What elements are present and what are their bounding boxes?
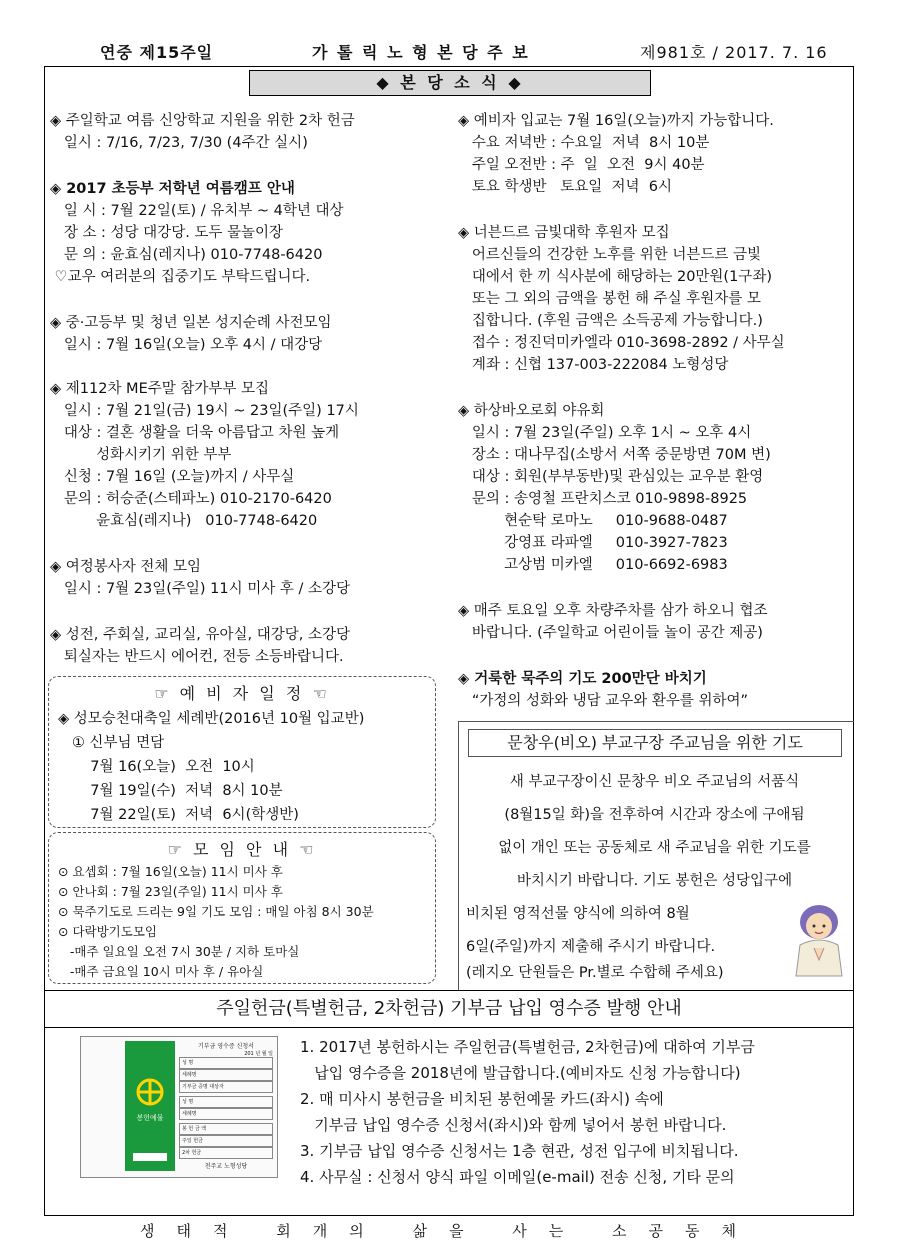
- notice-line: ◈ 제112차 ME주말 참가부부 모집: [50, 381, 270, 397]
- receipt-notice-title: 주일헌금(특별헌금, 2차헌금) 기부금 납입 영수증 발행 안내: [44, 990, 854, 1028]
- bulletin-title: 가 톨 릭 노 형 본 당 주 보: [312, 43, 530, 62]
- notice-line: ◈ 성전, 주회실, 교리실, 유아실, 대강당, 소강당: [50, 627, 350, 643]
- prayer-title: 문창우(비오) 부교구장 주교님을 위한 기도: [468, 729, 842, 757]
- form-row: 주일 헌금: [179, 1135, 273, 1147]
- schedule-line: ① 신부님 면담: [58, 735, 165, 751]
- notice-line: 문 의 : 윤효심(레지나) 010-7748-6420: [50, 247, 323, 263]
- meetings-title: ☞ 모 임 안 내 ☜: [167, 840, 317, 859]
- receipt-item: 4. 사무실 : 신청서 양식 파일 이메일(e-mail) 전송 신청, 기타 문의: [300, 1168, 735, 1186]
- praying-child-illustration: [790, 900, 848, 980]
- meeting-line: ⊙ 안나회 : 7월 23일(주일) 11시 미사 후: [58, 884, 283, 899]
- notice-line: 주일 오전반 : 주 일 오전 9시 40분: [458, 157, 705, 173]
- receipt-item: 2. 매 미사시 봉헌금을 비치된 봉헌예물 카드(좌시) 속에: [300, 1090, 664, 1108]
- notice-line: 일시 : 7/16, 7/23, 7/30 (4주간 실시): [50, 135, 308, 151]
- notice-line: 일시 : 7월 23일(주일) 11시 미사 후 / 소강당: [50, 581, 351, 597]
- meeting-line: ⊙ 묵주기도로 드리는 9일 기도 모임 : 매일 아침 8시 30분: [58, 904, 374, 919]
- form-row: 세례명: [179, 1108, 273, 1120]
- schedule-line: 7월 22일(토) 저녁 6시(학생반): [58, 807, 299, 823]
- notice-line: ◈ 주일학교 여름 신앙학교 지원을 위한 2차 헌금: [50, 113, 355, 129]
- notice-line: ◈ 하상바오로회 야유회: [458, 403, 605, 419]
- notice-line: ♡교우 여러분의 집중기도 부탁드립니다.: [50, 269, 311, 285]
- prayer-line: 비치된 영적선물 양식에 의하여 8월: [466, 906, 690, 922]
- meeting-line: ⊙ 다락방기도모임: [58, 924, 157, 939]
- notice-line: ◈ 매주 토요일 오후 차량주차를 삼가 하오니 협조: [458, 603, 768, 619]
- notice-line: 어르신들의 건강한 노후를 위한 너븐드르 금빛: [458, 247, 762, 263]
- form-row: 성 명: [179, 1057, 273, 1069]
- notice-line: 토요 학생반 토요일 저녁 6시: [458, 179, 673, 195]
- notice-line: 장소 : 대나무집(소방서 서쪽 중문방면 70M 변): [458, 447, 771, 463]
- notice-line: 윤효심(레지나) 010-7748-6420: [50, 513, 318, 529]
- form-rows: [179, 1057, 273, 1159]
- notice-line: 성화시키기 위한 부부: [50, 447, 232, 463]
- notice-line: 일시 : 7월 23일(주일) 오후 1시 ~ 오후 4시: [458, 425, 752, 441]
- notice-line: 계좌 : 신협 137-003-222084 노형성당: [458, 357, 729, 373]
- receipt-item: 기부금 납입 영수증 신청서(좌시)와 함께 넣어서 봉헌 바랍니다.: [300, 1116, 727, 1134]
- notice-line: 대에서 한 끼 식사분에 해당하는 20만원(1구좌): [458, 269, 772, 285]
- request-form: [179, 1041, 273, 1170]
- notice-line: 집합니다. (후원 금액은 소득공제 가능합니다.): [458, 313, 763, 329]
- notice-line: 일 시 : 7월 22일(토) / 유치부 ~ 4학년 대상: [50, 203, 344, 219]
- issue-week: 연중 제15주일: [100, 43, 214, 62]
- receipt-item: 납입 영수증을 2018년에 발급합니다.(예비자도 신청 가능합니다): [300, 1064, 741, 1082]
- notice-line: “가정의 성화와 냉담 교우와 환우를 위하여”: [458, 693, 749, 709]
- notice-line: ◈ 2017 초등부 저학년 여름캠프 안내: [50, 181, 295, 197]
- notice-line: 장 소 : 성당 대강당. 도두 물놀이장: [50, 225, 284, 241]
- receipt-item: 1. 2017년 봉헌하시는 주일헌금(특별헌금, 2차헌금)에 대하여 기부금: [300, 1038, 755, 1056]
- notice-line: 대상 : 회원(부부동반)및 관심있는 교우분 환영: [458, 469, 764, 485]
- prayer-line: 바치시기 바랍니다. 기도 봉헌은 성당입구에: [516, 873, 793, 889]
- issue-number: 제981호 / 2017. 7. 16: [640, 43, 828, 62]
- notice-line: 강영표 라파엘 010-3927-7823: [458, 535, 728, 551]
- form-title: 기부금 영수증 신청서: [198, 1043, 254, 1050]
- notice-line: 현순탁 로마노 010-9688-0487: [458, 513, 728, 529]
- meeting-line: ⊙ 요셉회 : 7월 16일(오늘) 11시 미사 후: [58, 864, 283, 879]
- receipt-item: 3. 기부금 납입 영수증 신청서는 1층 현관, 성전 입구에 비치됩니다.: [300, 1142, 739, 1160]
- prayer-line: 새 부교구장이신 문창우 비오 주교님의 서품식: [509, 774, 800, 790]
- card-sticker: [133, 1153, 167, 1161]
- notice-line: 접수 : 정진덕미카엘라 010-3698-2892 / 사무실: [458, 335, 785, 351]
- notice-line: 대상 : 결혼 생활을 더욱 아름답고 차원 높게: [50, 425, 340, 441]
- notice-line: ◈ 거룩한 묵주의 기도 200만단 바치기: [458, 671, 707, 687]
- form-footer: 천주교 노형성당: [204, 1163, 248, 1170]
- notice-line: 신청 : 7월 16일 (오늘)까지 / 사무실: [50, 469, 295, 485]
- form-row: 기부금 증명 대상자: [179, 1081, 273, 1093]
- offering-card-label: 봉헌예물: [136, 1114, 164, 1122]
- notice-line: 일시 : 7월 16일(오늘) 오후 4시 / 대강당: [50, 337, 323, 353]
- receipt-form-illustration: [80, 1036, 278, 1178]
- prayer-divider: [458, 721, 854, 722]
- notice-line: 고상범 미카엘 010-6692-6983: [458, 557, 728, 573]
- form-row: 2차 헌금: [179, 1147, 273, 1159]
- notice-line: ◈ 예비자 입교는 7월 16일(오늘)까지 가능합니다.: [458, 113, 774, 129]
- notice-line: 일시 : 7월 21일(금) 19시 ~ 23일(주일) 17시: [50, 403, 359, 419]
- notice-line: 문의 : 송영철 프란치스코 010-9898-8925: [458, 491, 748, 507]
- meeting-line: -매주 금요일 10시 미사 후 / 유아실: [58, 964, 264, 979]
- cross-circle-icon: [135, 1077, 165, 1107]
- notice-line: 퇴실자는 반드시 에어컨, 전등 소등바랍니다.: [50, 649, 344, 665]
- catechumen-schedule-title: ☞ 예 비 자 일 정 ☜: [154, 684, 330, 703]
- form-row: 세례명: [179, 1069, 273, 1081]
- prayer-line: 6일(주일)까지 제출해 주시기 바랍니다.: [466, 939, 716, 955]
- meeting-line: -매주 일요일 오전 7시 30분 / 지하 토마실: [58, 944, 300, 959]
- schedule-line: 7월 16(오늘) 오전 10시: [58, 759, 255, 775]
- notice-line: 문의 : 허승준(스테파노) 010-2170-6420: [50, 491, 332, 507]
- prayer-line: (레지오 단원들은 Pr.별로 수합해 주세요): [466, 965, 724, 981]
- form-row: 성 명: [179, 1096, 273, 1108]
- notice-line: ◈ 여정봉사자 전체 모임: [50, 559, 202, 575]
- notice-line: 또는 그 외의 금액을 봉헌 해 주실 후원자를 모: [458, 291, 761, 307]
- notice-line: ◈ 중·고등부 및 청년 일본 성지순례 사전모임: [50, 315, 332, 331]
- prayer-line: (8월15일 화)을 전후하여 시간과 장소에 구애됨: [504, 807, 805, 823]
- notice-line: 바랍니다. (주일학교 어린이들 놀이 공간 제공): [458, 625, 763, 641]
- parish-motto: 생태적 회개의 삶을 사는 소공동체: [140, 1222, 758, 1240]
- form-date: 201 년 월 일: [244, 1051, 273, 1057]
- prayer-line: 없이 개인 또는 공동체로 새 주교님을 위한 기도를: [498, 840, 811, 856]
- offering-card: [125, 1041, 175, 1171]
- card-fine-print: [83, 1041, 131, 1169]
- notice-line: ◈ 너븐드르 금빛대학 후원자 모집: [458, 225, 670, 241]
- parish-news-banner: ◆ 본 당 소 식 ◆: [249, 70, 651, 96]
- notice-line: 수요 저녁반 : 수요일 저녁 8시 10분: [458, 135, 710, 151]
- form-row: 봉 헌 금 액: [179, 1123, 273, 1135]
- schedule-line: 7월 19일(수) 저녁 8시 10분: [58, 783, 283, 799]
- schedule-line: ◈ 성모승천대축일 세례반(2016년 10월 입교반): [58, 711, 365, 727]
